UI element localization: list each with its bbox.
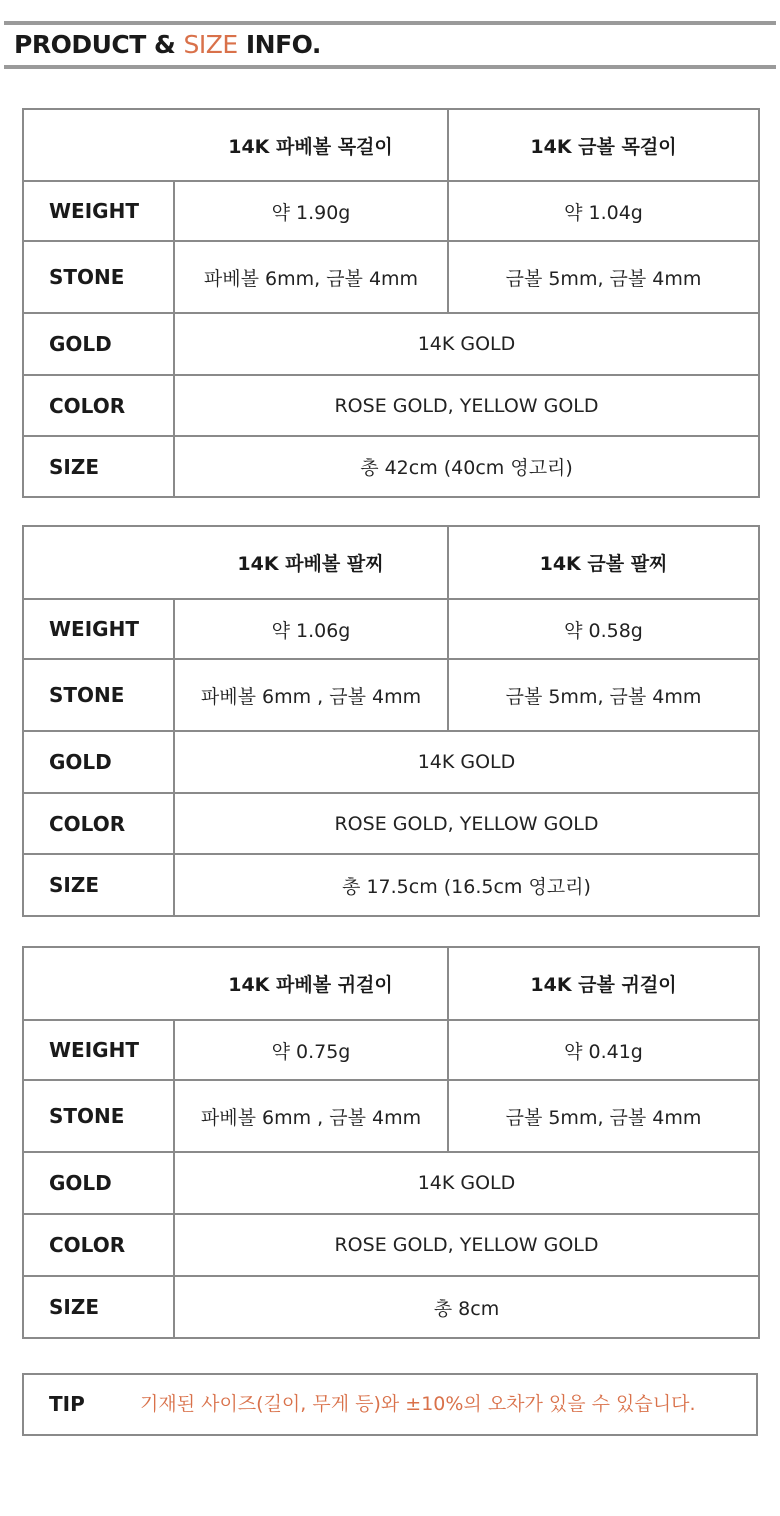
stone-value-a: 파베볼 6mm , 금볼 4mm: [174, 1080, 448, 1152]
stone-row: [23, 241, 759, 313]
stone-row: [23, 1080, 759, 1152]
header-blank-cell: [23, 526, 174, 599]
column-header-b: 14K 금볼 팔찌: [448, 526, 759, 599]
gold-label: GOLD: [23, 313, 174, 375]
table-header-row: [23, 947, 759, 1020]
weight-value-a: 약 0.75g: [174, 1020, 448, 1080]
table-header-row: [23, 526, 759, 599]
gold-value: 14K GOLD: [174, 313, 759, 375]
weight-label: WEIGHT: [23, 1020, 174, 1080]
bracelet-spec-table: [22, 525, 760, 917]
size-label: SIZE: [23, 1276, 174, 1338]
weight-row: [23, 181, 759, 241]
weight-row: [23, 599, 759, 659]
color-row: [23, 375, 759, 436]
color-label: COLOR: [23, 375, 174, 436]
gold-label: GOLD: [23, 731, 174, 793]
size-value: 총 17.5cm (16.5cm 영고리): [174, 854, 759, 916]
size-value: 총 42cm (40cm 영고리): [174, 436, 759, 497]
column-header-a: 14K 파베볼 귀걸이: [174, 947, 448, 1020]
stone-value-a: 파베볼 6mm , 금볼 4mm: [174, 659, 448, 731]
column-header-a: 14K 파베볼 목걸이: [174, 109, 448, 181]
tip-box: [22, 1373, 758, 1436]
weight-label: WEIGHT: [23, 181, 174, 241]
stone-label: STONE: [23, 659, 174, 731]
header-blank-cell: [23, 947, 174, 1020]
earring-spec-table: [22, 946, 760, 1339]
header-blank-cell: [23, 109, 174, 181]
size-label: SIZE: [23, 854, 174, 916]
weight-value-a: 약 1.06g: [174, 599, 448, 659]
stone-row: [23, 659, 759, 731]
table-header-row: [23, 109, 759, 181]
tip-text: 기재된 사이즈(길이, 무게 등)와 ±10%의 오차가 있을 수 있습니다.: [140, 1393, 696, 1415]
page-title: [14, 27, 321, 63]
color-label: COLOR: [23, 1214, 174, 1276]
stone-label: STONE: [23, 241, 174, 313]
size-row: [23, 854, 759, 916]
weight-value-b: 약 0.41g: [448, 1020, 759, 1080]
gold-value: 14K GOLD: [174, 731, 759, 793]
size-label: SIZE: [23, 436, 174, 497]
title-accent: SIZE: [183, 30, 238, 59]
size-value: 총 8cm: [174, 1276, 759, 1338]
title-part-2: INFO.: [237, 30, 321, 59]
color-value: ROSE GOLD, YELLOW GOLD: [174, 1214, 759, 1276]
necklace-spec-table: [22, 108, 760, 498]
color-value: ROSE GOLD, YELLOW GOLD: [174, 793, 759, 854]
color-row: [23, 793, 759, 854]
size-row: [23, 436, 759, 497]
weight-value-a: 약 1.90g: [174, 181, 448, 241]
color-value: ROSE GOLD, YELLOW GOLD: [174, 375, 759, 436]
stone-value-b: 금볼 5mm, 금볼 4mm: [448, 1080, 759, 1152]
tip-label: TIP: [49, 1392, 85, 1416]
weight-label: WEIGHT: [23, 599, 174, 659]
color-row: [23, 1214, 759, 1276]
stone-label: STONE: [23, 1080, 174, 1152]
top-rule: [4, 21, 776, 25]
gold-row: [23, 731, 759, 793]
gold-row: [23, 1152, 759, 1214]
column-header-b: 14K 금볼 귀걸이: [448, 947, 759, 1020]
color-label: COLOR: [23, 793, 174, 854]
weight-row: [23, 1020, 759, 1080]
stone-value-a: 파베볼 6mm, 금볼 4mm: [174, 241, 448, 313]
bottom-rule: [4, 65, 776, 69]
stone-value-b: 금볼 5mm, 금볼 4mm: [448, 659, 759, 731]
column-header-a: 14K 파베볼 팔찌: [174, 526, 448, 599]
stone-value-b: 금볼 5mm, 금볼 4mm: [448, 241, 759, 313]
gold-row: [23, 313, 759, 375]
gold-value: 14K GOLD: [174, 1152, 759, 1214]
column-header-b: 14K 금볼 목걸이: [448, 109, 759, 181]
gold-label: GOLD: [23, 1152, 174, 1214]
weight-value-b: 약 1.04g: [448, 181, 759, 241]
title-part-1: PRODUCT &: [14, 30, 184, 59]
size-row: [23, 1276, 759, 1338]
weight-value-b: 약 0.58g: [448, 599, 759, 659]
